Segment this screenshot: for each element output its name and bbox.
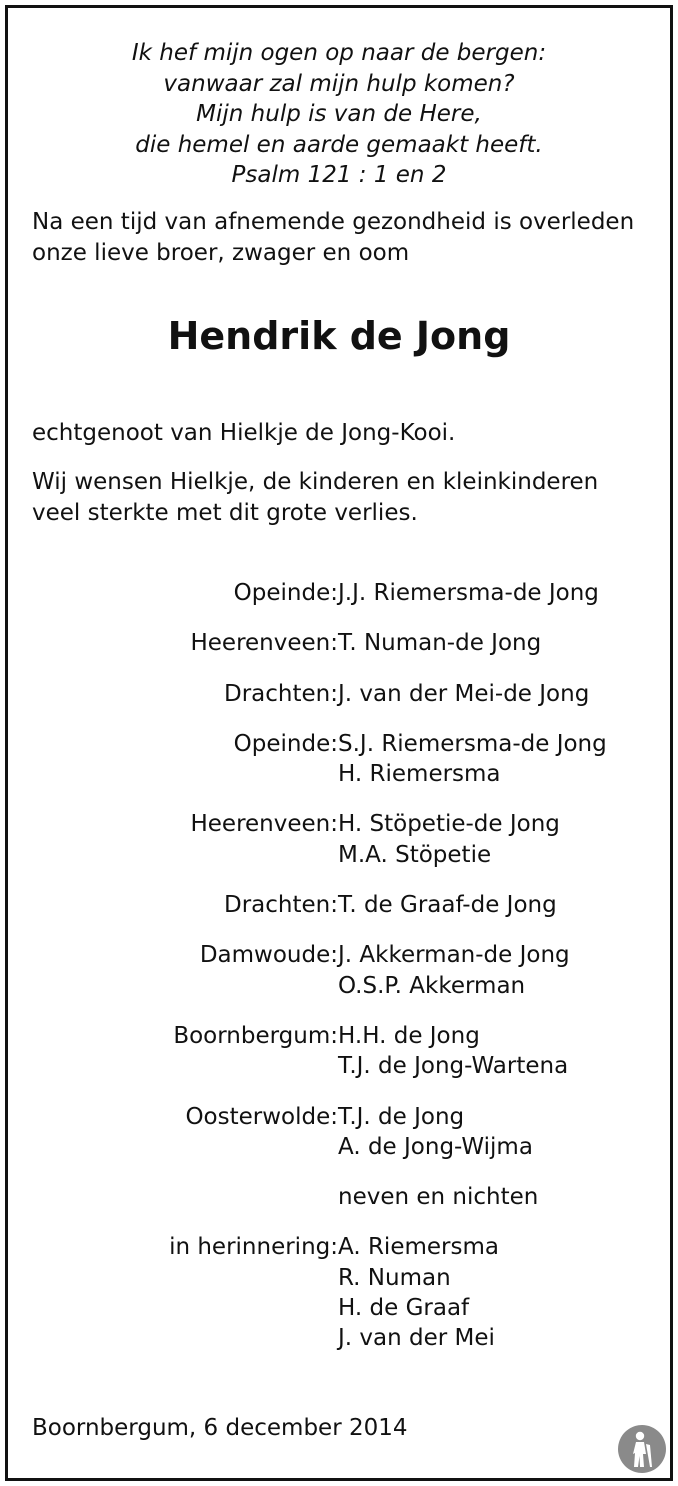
family-member-name: H.H. de Jong bbox=[338, 1022, 480, 1049]
family-names bbox=[338, 890, 557, 920]
family-member-name: H. Stöpetie-de Jong bbox=[338, 811, 560, 838]
family-names bbox=[338, 1021, 568, 1082]
deceased-name: Hendrik de Jong bbox=[167, 314, 511, 358]
family-entry bbox=[0, 1102, 678, 1163]
family-member-name: T.J. de Jong bbox=[338, 1103, 465, 1130]
family-place: Opeinde: bbox=[233, 730, 338, 757]
family-member-name: H. Riemersma bbox=[338, 761, 501, 788]
family-place: Heerenveen: bbox=[190, 630, 338, 657]
condolence-line: Wij wensen Hielkje, de kinderen en kleinkinderen bbox=[32, 469, 599, 495]
family-place: Opeinde: bbox=[233, 580, 338, 606]
family-place: Oosterwolde: bbox=[185, 1103, 338, 1130]
family-names bbox=[338, 578, 599, 608]
family-entry bbox=[0, 578, 678, 608]
condolence-text bbox=[32, 467, 652, 528]
family-names bbox=[338, 729, 607, 790]
poem-line: Ik hef mijn ogen op naar de bergen: bbox=[131, 40, 547, 66]
family-entry bbox=[0, 1021, 678, 1082]
spouse-line: echtgenoot van Hielkje de Jong-Kooi. bbox=[32, 420, 456, 446]
family-member-name: J.J. Riemersma-de Jong bbox=[338, 580, 599, 606]
family-member-name: S.J. Riemersma-de Jong bbox=[338, 730, 607, 757]
family-member-name: J. Akkerman-de Jong bbox=[338, 942, 570, 969]
family-names bbox=[338, 809, 560, 870]
intro-line: Na een tijd van afnemende gezondheid is overleden bbox=[32, 209, 635, 235]
intro-line: onze lieve broer, zwager en oom bbox=[32, 239, 410, 266]
family-member-name: J. van der Mei bbox=[338, 1325, 495, 1352]
family-entry bbox=[0, 809, 678, 870]
family-entry bbox=[0, 729, 678, 790]
family-names bbox=[338, 1102, 533, 1163]
family-names bbox=[338, 940, 570, 1001]
family-list bbox=[0, 578, 678, 1354]
family-member-name: J. van der Mei-de Jong bbox=[338, 680, 590, 707]
family-member-name: neven en nichten bbox=[338, 1184, 539, 1211]
family-member-name: T.J. de Jong-Wartena bbox=[338, 1053, 569, 1080]
family-member-name: T. Numan-de Jong bbox=[338, 630, 542, 657]
family-member-name: A. de Jong-Wijma bbox=[338, 1133, 533, 1160]
family-entry bbox=[0, 679, 678, 709]
family-place: Damwoude: bbox=[199, 942, 338, 969]
family-member-name: H. de Graaf bbox=[338, 1295, 470, 1322]
family-place: Heerenveen: bbox=[190, 811, 338, 838]
family-names bbox=[338, 679, 589, 709]
poem-line: die hemel en aarde gemaakt heeft. bbox=[135, 131, 543, 158]
family-member-name: R. Numan bbox=[338, 1264, 451, 1291]
family-place: in herinnering: bbox=[169, 1234, 338, 1261]
family-place: Drachten: bbox=[224, 680, 338, 707]
family-entry bbox=[0, 1182, 678, 1212]
intro-text bbox=[32, 207, 652, 268]
family-entry bbox=[0, 940, 678, 1001]
poem-line: vanwaar zal mijn hulp komen? bbox=[163, 70, 515, 97]
family-names bbox=[338, 1182, 538, 1212]
place-date: Boornbergum, 6 december 2014 bbox=[32, 1415, 408, 1441]
walking-figure-logo-icon bbox=[616, 1423, 668, 1475]
condolence-line: veel sterkte met dit grote verlies. bbox=[32, 499, 418, 526]
family-member-name: T. de Graaf-de Jong bbox=[338, 892, 557, 919]
poem-line: Mijn hulp is van de Here, bbox=[196, 101, 482, 127]
family-entry bbox=[0, 890, 678, 920]
family-entry bbox=[0, 628, 678, 658]
family-member-name: O.S.P. Akkerman bbox=[338, 972, 526, 999]
family-member-name: M.A. Stöpetie bbox=[338, 841, 492, 868]
family-names bbox=[338, 628, 541, 658]
psalm-reference: Psalm 121 : 1 en 2 bbox=[231, 162, 447, 188]
family-place: Drachten: bbox=[224, 892, 338, 919]
family-member-name: A. Riemersma bbox=[338, 1234, 499, 1261]
family-names bbox=[338, 1232, 499, 1353]
family-entry bbox=[0, 1232, 678, 1353]
family-place: Boornbergum: bbox=[173, 1022, 338, 1049]
psalm-quote bbox=[0, 38, 678, 191]
